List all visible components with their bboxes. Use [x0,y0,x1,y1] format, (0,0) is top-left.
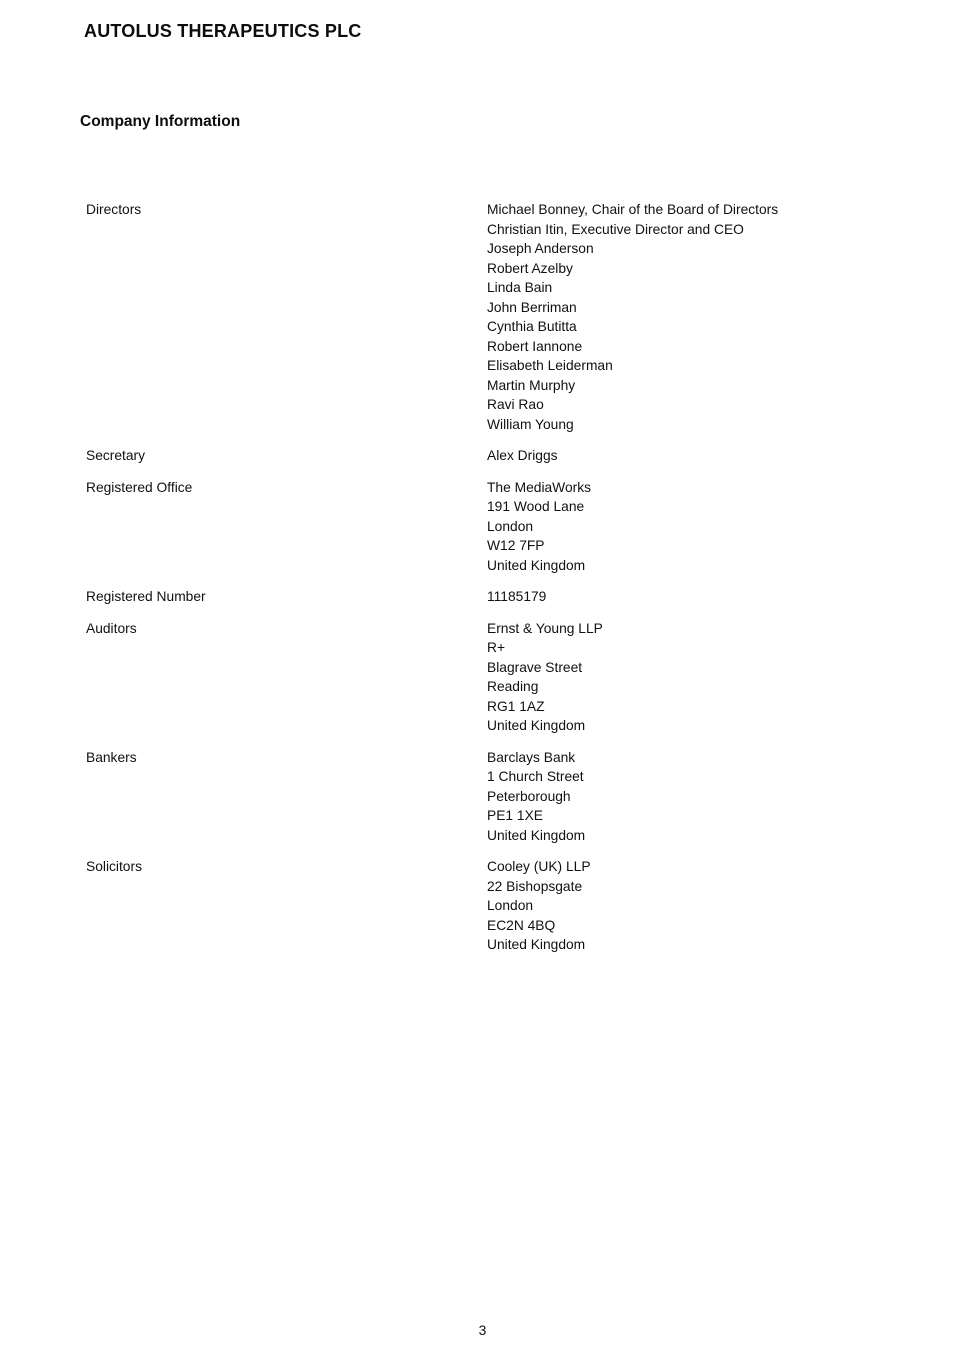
info-value-line: 11185179 [487,589,547,604]
info-value-line: London [487,898,534,913]
info-label: Bankers [86,749,137,765]
info-value-line: Peterborough [487,788,571,804]
info-value-line: Blagrave Street [487,659,583,675]
info-value-line: Cynthia Butitta [487,319,577,334]
info-value-line: London [487,518,534,534]
info-value-line: R+ [487,640,506,655]
info-value-line: Martin Murphy [487,377,576,393]
page-number: 3 [478,1323,487,1338]
info-value-line: The MediaWorks [487,479,592,495]
info-label: Registered Office [86,479,193,495]
info-label: Registered Number [86,589,206,604]
info-value-line: United Kingdom [487,827,586,843]
info-value [487,446,896,466]
info-value-line: RG1 1AZ [487,698,545,714]
info-value-line: United Kingdom [487,937,586,952]
info-value-line: Alex Driggs [487,448,558,463]
info-value-line: John Berriman [487,299,577,315]
info-value [487,619,896,736]
info-value-line: Joseph Anderson [487,241,594,256]
info-value-line: Christian Itin, Executive Director and CEO [487,221,744,237]
info-value-line: Linda Bain [487,280,553,295]
info-label: Auditors [86,620,137,636]
info-value-line: Robert Iannone [487,338,583,354]
info-label: Secretary [86,448,146,463]
info-value-line: W12 7FP [487,538,545,553]
info-value [487,200,896,434]
info-value [487,478,896,576]
info-value-line: Michael Bonney, Chair of the Board of Directors [487,202,779,217]
info-value-line: 22 Bishopsgate [487,878,583,894]
info-row [86,446,896,466]
info-value-line: Ravi Rao [487,397,544,412]
info-value-line: EC2N 4BQ [487,917,556,933]
info-row [86,587,896,607]
info-value-line: 1 Church Street [487,769,584,784]
info-value [487,857,896,955]
company-title: AUTOLUS THERAPEUTICS PLC [84,21,362,41]
info-row [86,857,896,955]
info-value [487,748,896,846]
info-value-line: United Kingdom [487,557,586,573]
info-value-line: Ernst & Young LLP [487,620,603,636]
info-row [86,200,896,434]
info-value-line: William Young [487,416,574,432]
info-row [86,748,896,846]
info-value [487,587,896,607]
info-value-line: Barclays Bank [487,749,576,765]
company-info-list [86,200,896,967]
info-value-line: Elisabeth Leiderman [487,358,613,373]
info-value-line: Reading [487,679,539,694]
info-value-line: 191 Wood Lane [487,499,585,514]
info-value-line: United Kingdom [487,718,586,733]
info-label: Solicitors [86,859,142,874]
section-heading: Company Information [80,113,241,130]
info-value-line: Robert Azelby [487,260,573,276]
info-value-line: Cooley (UK) LLP [487,859,591,874]
info-value-line: PE1 1XE [487,808,543,823]
info-row [86,619,896,736]
info-row [86,478,896,576]
info-label: Directors [86,202,142,217]
